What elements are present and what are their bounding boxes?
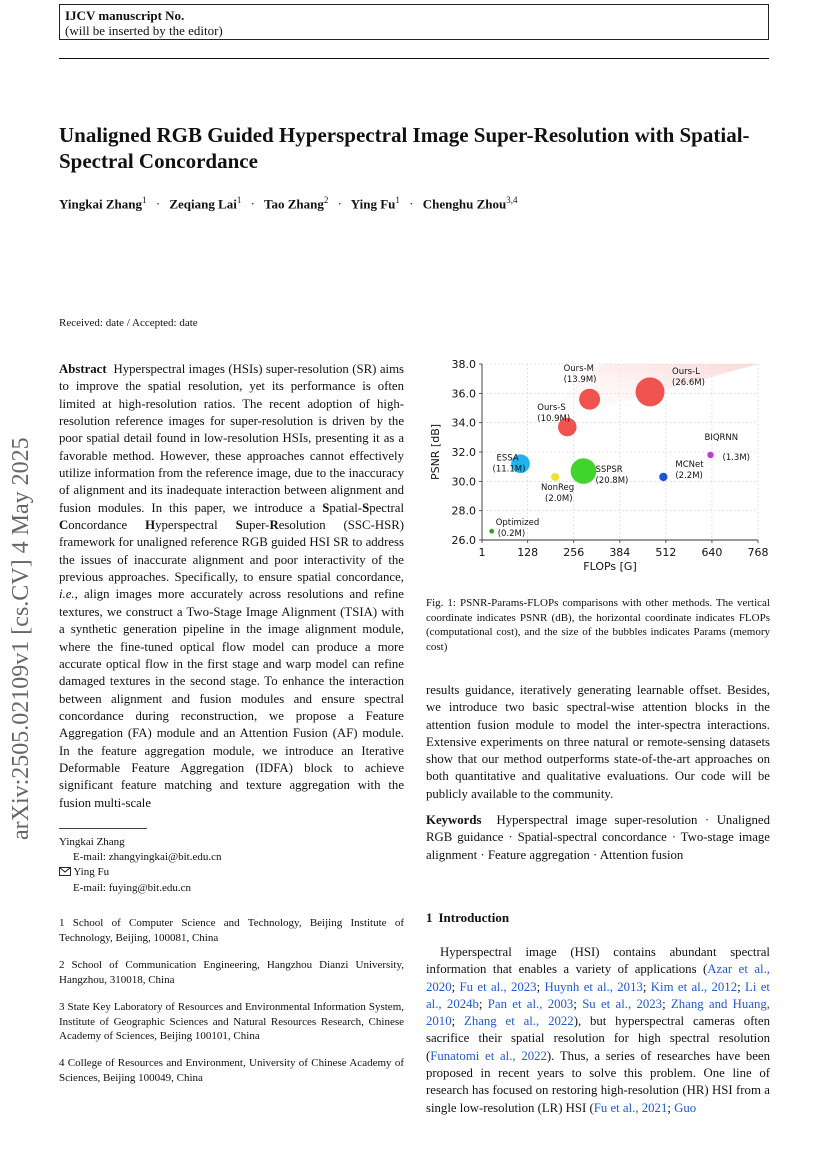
author-name: Zeqiang Lai [169,196,237,212]
affiliation: 4 College of Resources and Environment, University of Chinese Academy of Sciences, Beijing 100049, China [59,1057,404,1084]
x-tick-label: 768 [747,546,769,559]
intro-text: ). Thus, a series of researches have been proposed in recent years to solve this problem. One line of research has focused on restoring high-resolution (HR) HSI from a single low-resolution (LR) HSI ( [426,1048,770,1115]
abstract-text: pectral [369,500,404,515]
editor-note: (will be inserted by the editor) [65,23,223,38]
bubble-mcnet [659,473,667,481]
footnote-rule [59,828,147,829]
abstract-text: Hyperspectral images (HSIs) super-resolution (SR) aims to improve the spatial resolution, yet its performance is often limited at high-resolution ratios. The recent adoption of high-resolution reference images for super-resolution is driven by the poor spatial detail found in low-resolution HSIs, presenting it as a favorable method. However, these approaches cannot effectively utilize information from the reference image, due to the inaccuracy of alignment and its inadequate interaction between alignment and fusion modules. In this paper, we introduce a [59,362,404,515]
bubble-params: (20.8M) [595,476,629,487]
intro-paragraph: Hyperspectral image (HSI) contains abundant spectral information that enables a variety of applications (Azar et al., 2020; Fu et al., 2023; Huynh et al., 2013; Kim et al., 2012; Li et al., 2024b; Pan et al., 2003; Su et al., 2023; Zhang and Huang, 2010; Zhang et al., 2022), but hyperspectral cameras often sacrifice their spatial resolution for high spectral resolution (Funatomi et al., 2022). Thus, a series of researches have been proposed in recent years to solve this problem. One line of research has focused on restoring high-resolution (HR) HSI from a single low-resolution (LR) HSI (Fu et al., 2021; Guo [426,945,770,1115]
journal-name: IJCV manuscript No. [65,8,185,23]
bubble-ours-l [636,377,665,406]
y-tick-label: 30.0 [451,475,476,489]
author-affil: 2 [323,195,329,205]
y-tick-label: 34.0 [451,416,476,430]
section-title: Introduction [438,910,510,925]
abstract-label: Abstract [59,362,107,376]
affiliation: 2 School of Communication Engineering, Hangzhou Dianzi University, Hangzhou, 310018, China [59,959,404,986]
bubble-params: (26.6M) [672,377,705,388]
author-list [59,195,517,212]
citation-link[interactable]: Zhang and Huang, 2010 [426,996,770,1029]
author-name: Yingkai Zhang [59,196,142,212]
y-axis-label: PSNR [dB] [429,423,442,481]
bubble-params: (13.9M) [563,375,597,386]
received-date: Received: date / Accepted: date [59,317,198,329]
author-name: Ying Fu [350,196,396,212]
bubble-nonreg [551,473,559,481]
affiliation: 3 State Key Laboratory of Resources and Environmental Information System, Institute of Geographic Sciences and Natural Resources Research, Chinese Academy of Sciences, Beijing 100101, China [59,1001,404,1042]
author-affil: 1 [395,195,400,205]
abstract-text: patial- [329,500,363,515]
bubble-params: (2.2M) [675,470,703,481]
contact-email: E-mail: zhangyingkai@bit.edu.cn [73,851,222,863]
section-heading [426,910,509,926]
x-tick-label: 512 [655,546,677,559]
author-separator: · [250,196,255,212]
header-rule [59,58,769,59]
intro-text: Hyperspectral image (HSI) contains abundant spectral information that enables a variety of applications ( [426,945,770,977]
x-tick-label: 256 [563,546,585,559]
abstract-continued: results guidance, iteratively generating learnable offset. Besides, we introduce two basic spectral-wise attention blocks in the attention fusion module to model the inter-spectra interactions. Extensive experiments on three natural or remote-sensing datasets show that our method outperforms state-of-the-art approaches on both quantitative and qualitative evaluations. Our code will be publicly available to the community. [426,683,770,801]
abstract-ie: i.e. [59,587,75,602]
bubble-label: Ours-S [537,403,566,414]
x-tick-label: 1 [478,546,486,559]
bubble-label: SSPSR [595,465,623,476]
bubble-params: (10.9M) [537,414,571,425]
citation-link[interactable]: Kim et al., 2012 [650,979,738,994]
keywords-text: Hyperspectral image super-resolution · Unaligned RGB guidance · Spatial-spectral concordance · Two-stage image alignment · Feature aggregation · Attention fusion [426,813,770,862]
affiliation: 1 School of Computer Science and Technology, Beijing Institute of Technology, Beijing, 100081, China [59,917,404,944]
bubble-label: Ours-M [563,364,594,375]
psnr-flops-chart [420,355,780,580]
contact-name: Yingkai Zhang [59,836,125,848]
envelope-icon [59,866,71,881]
citation-link[interactable]: Pan et al., 2003 [487,996,574,1011]
keywords-label: Keywords [426,813,482,827]
abstract-text: , align images more accurately across resolutions and refine textures, we construct a Two-Stage Image Alignment (TSIA) with a synthetic generation pipeline in the image alignment module, where the fine-tuned optical flow model can produce a more accurate optical flow in the first stage and warp model can refine damaged textures in the second stage. To enhance the interaction between alignment and fusion modules and ensure spectral concordance during reconstruction, we propose a Feature Aggregation (FA) module and an Attention Fusion (AF) module. In the feature aggregation module, we introduce an Iterative Deformable Feature Aggregation (IDFA) block to achieve significant feature matching and texture aggregation with the fusion multi-scale [59,587,404,810]
bubble-label: NonReg [541,482,575,493]
figure-caption: Fig. 1: PSNR-Params-FLOPs comparisons with other methods. The vertical coordinate indicates PSNR (dB), the horizontal coordinate indicates FLOPs (computational cost), and the size of the bubbles indicates Params (memory cost) [426,597,770,653]
y-tick-label: 36.0 [451,387,476,401]
bubble-label: Ours-L [672,366,700,377]
acronym-letter: H [145,518,156,533]
bubble-label: MCNet [675,459,704,470]
bubble-label: Optimized [495,518,540,529]
bubble-label: BIQRNN [704,432,739,443]
contact-name: Ying Fu [73,866,110,878]
citation-link[interactable]: Li et al., 2024b [426,979,770,1011]
author-affil: 1 [141,195,147,205]
acronym-letter: R [269,518,279,533]
bubble-biqrnn [707,452,713,458]
section-number: 1 [426,910,433,925]
x-tick-label: 640 [701,546,723,559]
x-tick-label: 128 [517,546,539,559]
bubble-params: (11.1M) [492,464,526,475]
abstract-text: oncordance [68,518,146,533]
citation-link[interactable]: Guo [674,1100,697,1115]
abstract-text: esolution (SSC-HSR) framework for unaligned reference RGB guided HSI SR to address the issues of inaccurate alignment and poor interactivity of the previous approaches. Specifically, to ensure spatial concordance, [59,518,404,585]
contact-email: E-mail: fuying@bit.edu.cn [73,882,191,894]
author-affil: 3,4 [506,195,518,205]
y-tick-label: 38.0 [451,358,476,371]
bubble-label: ESSA [496,453,519,464]
paper-title: Unaligned RGB Guided Hyperspectral Image Super-Resolution with Spatial-Spectral Concordance [59,123,750,173]
citation-link[interactable]: Azar et al., 2020 [426,962,770,994]
intro-text: ), but hyperspectral cameras often sacrifice their spatial resolution for high spectral resolution ( [426,1014,770,1063]
bubble-ours-m [579,389,600,410]
bubble-sspsr [571,458,597,484]
author-separator: · [337,196,342,212]
acronym-letter: C [59,518,69,533]
keywords [426,812,770,864]
y-tick-label: 32.0 [451,446,476,459]
acronym-letter: S [322,500,330,515]
abstract-text: yperspectral [155,518,236,533]
author-separator: · [409,196,414,212]
y-tick-label: 26.0 [451,534,476,547]
citation-link[interactable]: Huynh et al., 2013 [544,979,643,994]
citation-link[interactable]: Zhang et al., 2022 [464,1014,574,1029]
abstract-text: uper- [242,518,270,533]
bubble-params: (1.3M) [722,452,750,463]
acronym-letter: S [362,500,370,515]
arxiv-stamp: arXiv:2505.02109v1 [cs.CV] 4 May 2025 [8,437,34,840]
bubble-params: (2.0M) [545,493,573,504]
bubble-optimized [489,529,494,534]
citation-link[interactable]: Su et al., 2023 [582,996,663,1011]
author-name: Tao Zhang [263,196,324,212]
bubble-params: (0.2M) [497,529,526,540]
x-axis-label: FLOPs [G] [583,560,637,573]
chart-svg [420,355,780,580]
citation-link[interactable]: Funatomi et al., 2022 [430,1048,547,1063]
journal-header-box [59,4,769,40]
author-separator: · [155,196,161,212]
citation-link[interactable]: Fu et al., 2023 [459,979,537,994]
abstract [59,361,404,812]
x-tick-label: 384 [609,546,631,559]
author-affil: 1 [236,195,242,205]
contact-block [59,835,222,896]
y-tick-label: 28.0 [451,504,476,518]
acronym-letter: S [235,518,243,533]
citation-link[interactable]: Fu et al., 2021 [593,1100,668,1115]
author-name: Chenghu Zhou [422,196,507,212]
